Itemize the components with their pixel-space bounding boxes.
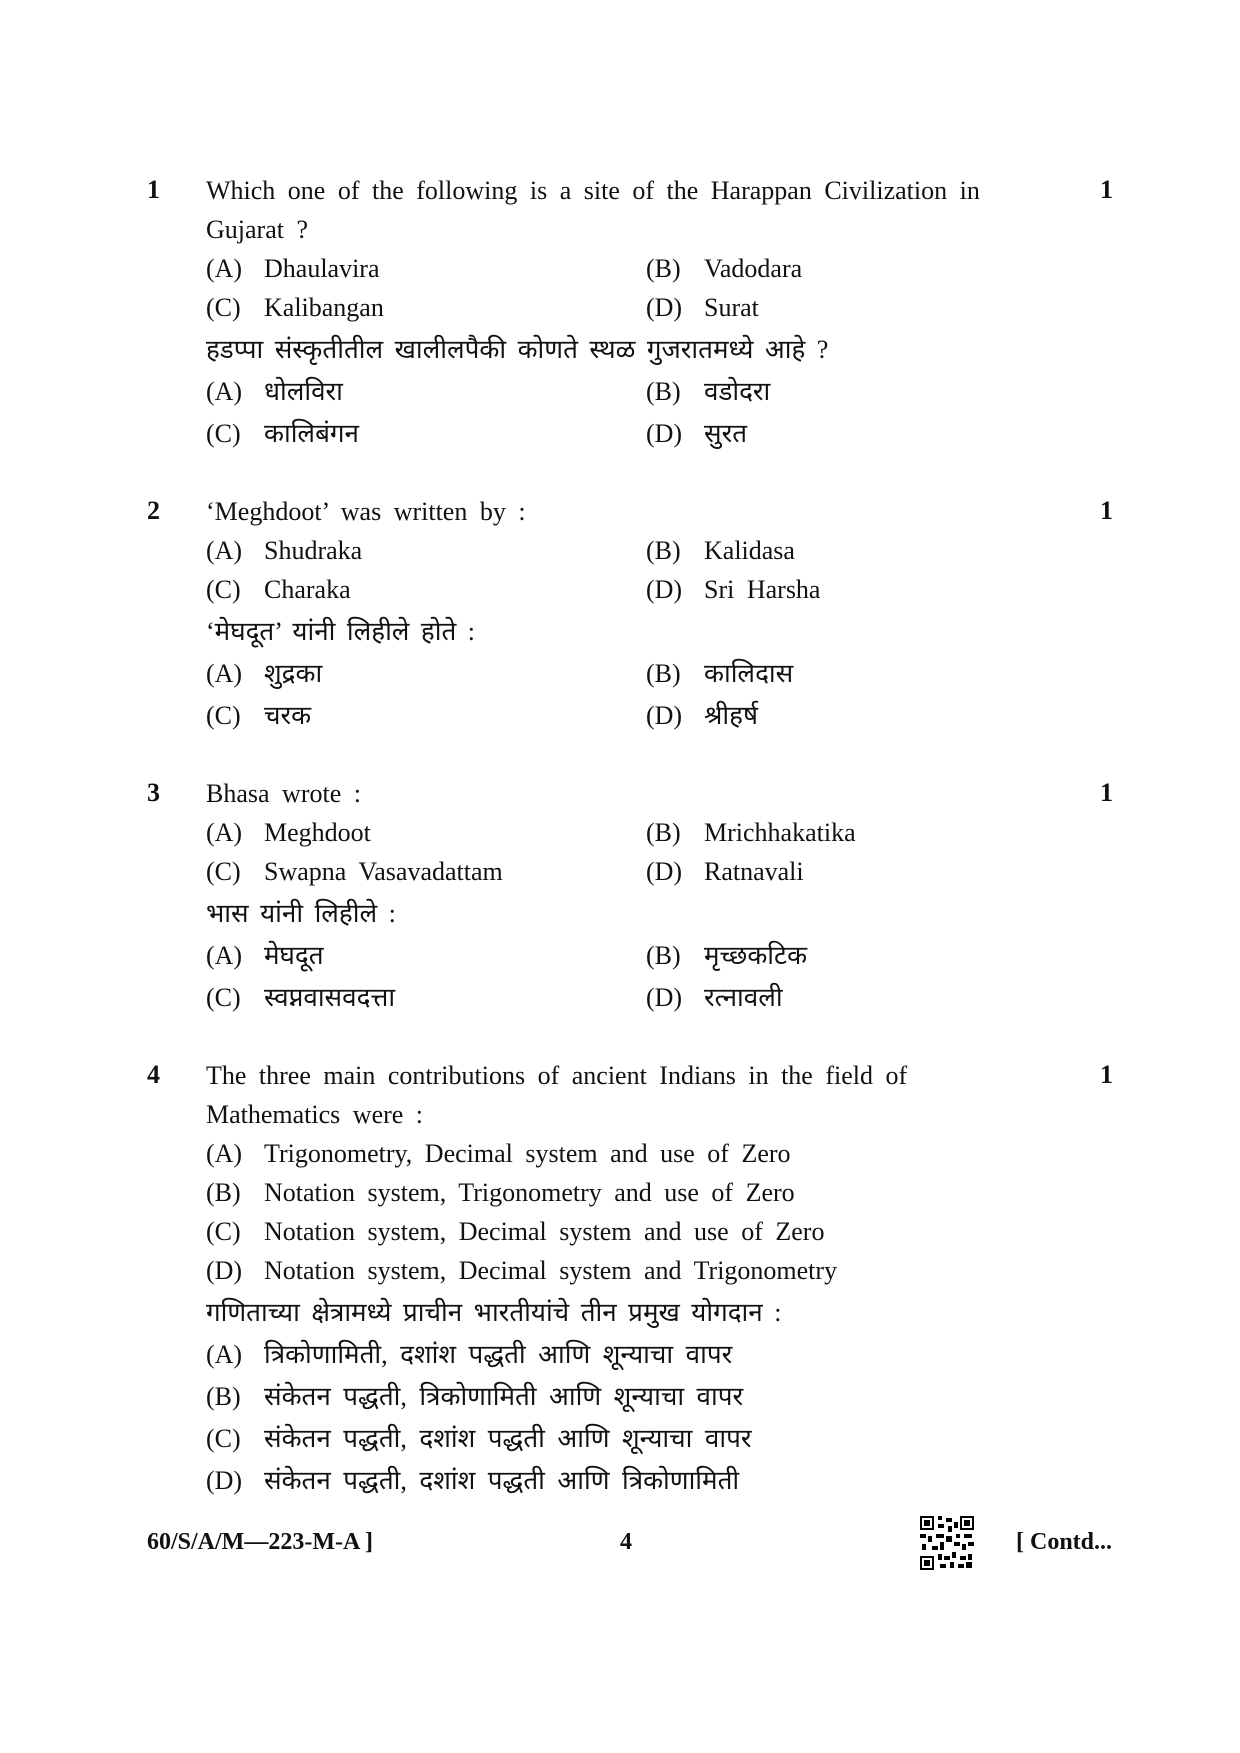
option-mr-a	[206, 372, 343, 412]
option-text: धोलविरा	[264, 377, 343, 406]
question-marks: 1	[1100, 175, 1113, 204]
option-mr-a	[206, 654, 322, 694]
option-en-a	[206, 1134, 791, 1174]
option-label: (A)	[206, 1340, 243, 1369]
option-label: (C)	[206, 701, 241, 730]
option-mr-b	[206, 1377, 743, 1417]
option-text: मेघदूत	[264, 941, 324, 970]
option-en-b	[646, 531, 795, 571]
question-stem-en: Bhasa wrote :	[206, 779, 361, 808]
option-text: श्रीहर्ष	[704, 701, 758, 730]
option-label: (C)	[206, 857, 241, 886]
option-label: (B)	[646, 536, 681, 565]
option-en-d	[646, 852, 804, 892]
option-label: (B)	[646, 941, 681, 970]
option-label: (C)	[206, 419, 241, 448]
option-text: Trigonometry, Decimal system and use of Zero	[264, 1139, 791, 1168]
option-mr-c	[206, 696, 311, 736]
question-number: 2	[147, 496, 160, 525]
option-text: सुरत	[704, 419, 748, 448]
question-stem-en: Which one of the following is a site of the Harappan Civilization in Gujarat ?	[206, 176, 980, 244]
option-text: Shudraka	[264, 536, 363, 565]
page-number: 4	[620, 1529, 632, 1555]
option-text: Kalidasa	[704, 536, 795, 565]
question-number: 3	[147, 778, 160, 807]
qr-code-icon	[920, 1516, 974, 1570]
option-mr-d	[206, 1461, 739, 1501]
question-stem-en: ‘Meghdoot’ was written by :	[206, 497, 526, 526]
question-stem-mr: हडप्पा संस्कृतीतील खालीलपैकी कोणते स्थळ गुजरातमध्ये आहे ?	[206, 335, 829, 364]
option-text: Meghdoot	[264, 818, 371, 847]
option-en-d	[646, 570, 820, 610]
option-en-b	[646, 249, 802, 289]
option-mr-c	[206, 978, 395, 1018]
option-en-d	[206, 1251, 837, 1291]
paper-code: 60/S/A/M—223-M-A ]	[147, 1529, 373, 1555]
question-number: 4	[147, 1060, 160, 1089]
option-label: (B)	[646, 818, 681, 847]
option-en-c	[206, 570, 351, 610]
option-label: (B)	[646, 377, 681, 406]
option-text: कालिबंगन	[264, 419, 359, 448]
option-mr-b	[646, 654, 793, 694]
option-mr-b	[646, 372, 770, 412]
option-text: Mrichhakatika	[704, 818, 856, 847]
option-label: (D)	[646, 293, 683, 322]
option-en-b	[646, 813, 856, 853]
option-text: स्वप्नवासवदत्ता	[264, 983, 396, 1012]
option-text: Swapna Vasavadattam	[264, 857, 503, 886]
option-label: (C)	[206, 293, 241, 322]
option-mr-d	[646, 696, 758, 736]
option-text: Charaka	[264, 575, 351, 604]
option-label: (A)	[206, 1139, 243, 1168]
option-text: संकेतन पद्धती, त्रिकोणामिती आणि शून्याचा वापर	[264, 1382, 744, 1411]
option-text: Vadodara	[704, 254, 803, 283]
option-mr-d	[646, 414, 747, 454]
option-mr-c	[206, 414, 359, 454]
option-label: (A)	[206, 941, 243, 970]
option-text: Sri Harsha	[704, 575, 821, 604]
option-en-a	[206, 813, 371, 853]
option-text: Surat	[704, 293, 759, 322]
option-text: Dhaulavira	[264, 254, 380, 283]
option-en-c	[206, 852, 503, 892]
option-label: (C)	[206, 1424, 241, 1453]
option-en-a	[206, 531, 362, 571]
option-mr-a	[206, 936, 324, 976]
option-text: संकेतन पद्धती, दशांश पद्धती आणि त्रिकोणामिती	[264, 1466, 740, 1495]
option-label: (B)	[646, 659, 681, 688]
option-label: (A)	[206, 536, 243, 565]
option-en-a	[206, 249, 380, 289]
option-en-d	[646, 288, 759, 328]
option-text: चरक	[264, 701, 312, 730]
question-number: 1	[147, 175, 160, 204]
option-label: (D)	[646, 575, 683, 604]
option-text: Notation system, Decimal system and Trigonometry	[264, 1256, 838, 1285]
option-text: Notation system, Decimal system and use of Zero	[264, 1217, 825, 1246]
option-label: (D)	[646, 983, 683, 1012]
option-en-c	[206, 1212, 824, 1252]
option-label: (D)	[646, 701, 683, 730]
option-label: (B)	[206, 1382, 241, 1411]
option-text: कालिदास	[704, 659, 794, 688]
question-stem-mr: गणिताच्या क्षेत्रामध्ये प्राचीन भारतीयांचे तीन प्रमुख योगदान :	[206, 1298, 782, 1327]
option-text: मृच्छकटिक	[704, 941, 808, 970]
option-label: (A)	[206, 254, 243, 283]
question-stem-mr: भास यांनी लिहीले :	[206, 899, 396, 928]
option-text: Ratnavali	[704, 857, 804, 886]
option-label: (A)	[206, 818, 243, 847]
question-marks: 1	[1100, 1060, 1113, 1089]
option-label: (D)	[206, 1466, 243, 1495]
option-label: (A)	[206, 377, 243, 406]
option-label: (D)	[206, 1256, 243, 1285]
question-stem-mr: ‘मेघदूत’ यांनी लिहीले होते :	[206, 617, 476, 646]
option-en-b	[206, 1173, 795, 1213]
option-mr-a	[206, 1335, 732, 1375]
option-text: शुद्रका	[264, 659, 323, 688]
option-label: (B)	[646, 254, 681, 283]
option-label: (A)	[206, 659, 243, 688]
option-text: Kalibangan	[264, 293, 384, 322]
option-label: (C)	[206, 1217, 241, 1246]
option-text: रत्नावली	[704, 983, 783, 1012]
option-text: त्रिकोणामिती, दशांश पद्धती आणि शून्याचा वापर	[264, 1340, 733, 1369]
question-stem-en: The three main contributions of ancient Indians in the field of Mathematics were :	[206, 1061, 908, 1129]
option-label: (B)	[206, 1178, 241, 1207]
continued-label: [ Contd...	[1016, 1529, 1113, 1555]
option-mr-d	[646, 978, 783, 1018]
option-label: (D)	[646, 857, 683, 886]
option-text: वडोदरा	[704, 377, 771, 406]
option-label: (C)	[206, 575, 241, 604]
option-en-c	[206, 288, 384, 328]
option-mr-c	[206, 1419, 752, 1459]
question-marks: 1	[1100, 496, 1113, 525]
option-label: (C)	[206, 983, 241, 1012]
option-label: (D)	[646, 419, 683, 448]
option-text: संकेतन पद्धती, दशांश पद्धती आणि शून्याचा वापर	[264, 1424, 752, 1453]
option-mr-b	[646, 936, 807, 976]
option-text: Notation system, Trigonometry and use of Zero	[264, 1178, 795, 1207]
question-marks: 1	[1100, 778, 1113, 807]
